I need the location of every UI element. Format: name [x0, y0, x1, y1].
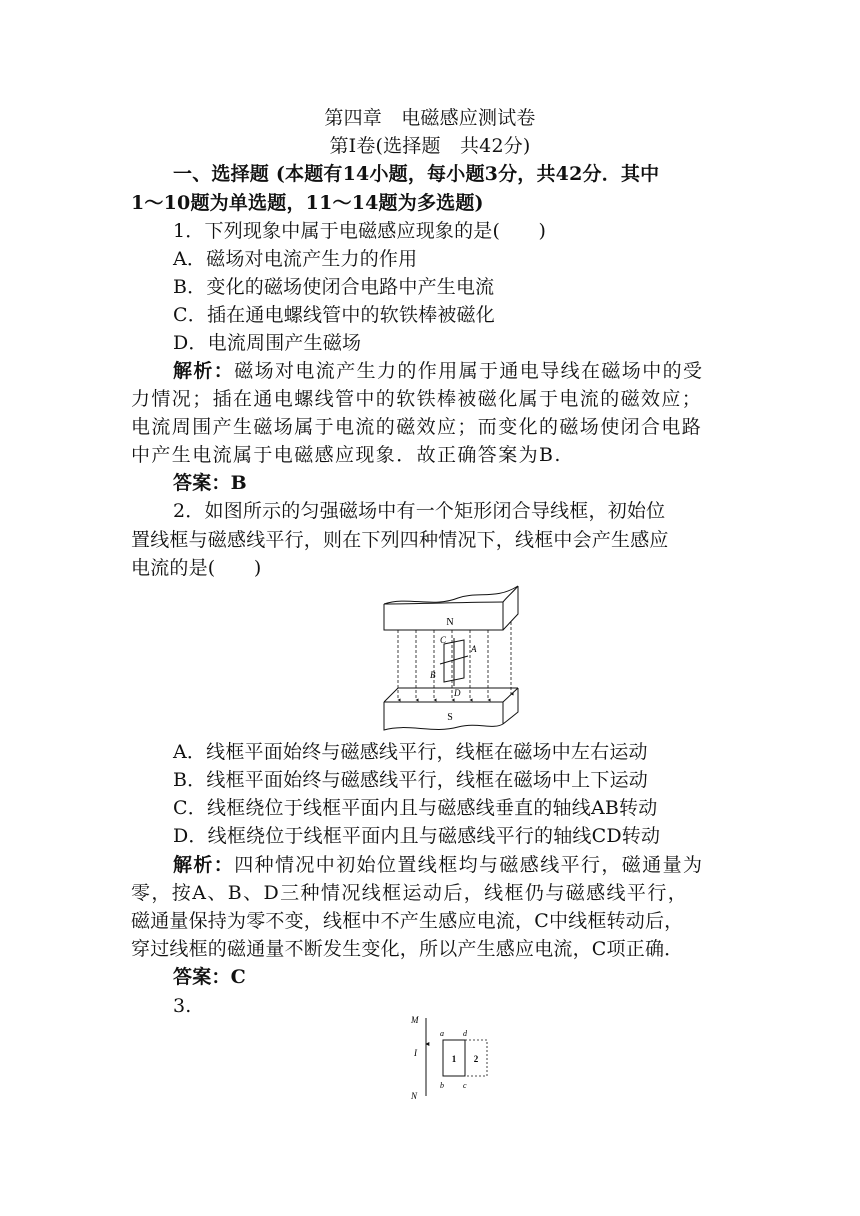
position-1-label: 1	[451, 1054, 457, 1064]
coil-corner-d: d	[463, 1029, 467, 1038]
wire-label-m: M	[411, 1015, 419, 1025]
page-subtitle: 第Ⅰ卷(选择题 共42分)	[329, 135, 531, 157]
q1-analysis-label: 解析：	[173, 360, 235, 382]
q1-answer: 答案：B	[173, 472, 247, 494]
q2-analysis-label: 解析：	[173, 854, 235, 876]
q1-analysis-line-4: 中产生电流属于电磁感应现象．故正确答案为B.	[131, 444, 562, 466]
coil-label-c: C	[440, 635, 447, 645]
q2-analysis-line-2: 零，按A、B、D三种情况线框运动后，线框仍与磁感线平行，	[131, 882, 689, 904]
q2-stem-line-2: 置线框与磁感线平行，则在下列四种情况下，线框中会产生感应	[131, 529, 669, 551]
south-pole-label: S	[447, 712, 453, 723]
q1-option-a: A．磁场对电流产生力的作用	[173, 248, 418, 270]
q2-magnet-figure	[378, 582, 523, 734]
q1-analysis-text: 磁场对电流产生力的作用属于通电导线在磁场中的受	[234, 360, 704, 382]
q1-option-d: D．电流周围产生磁场	[173, 332, 362, 354]
page-title: 第四章 电磁感应测试卷	[324, 107, 536, 129]
coil-label-a: A	[471, 644, 477, 654]
coil-corner-b: b	[440, 1081, 444, 1090]
coil-label-b: B	[430, 670, 436, 680]
coil-label-d: D	[454, 688, 461, 698]
coil-frame	[440, 638, 468, 686]
q3-wire-coil-figure	[405, 1010, 495, 1102]
q1-analysis-line-2: 力情况；插在通电螺线管中的软铁棒被磁化属于电流的磁效应；	[131, 388, 703, 410]
q2-stem-line-3: 电流的是( )	[131, 557, 262, 579]
coil-corner-a: a	[440, 1029, 444, 1038]
q1-option-b: B．变化的磁场使闭合电路中产生电流	[173, 276, 495, 298]
wire-label-n: N	[411, 1091, 418, 1101]
q2-analysis-line-4: 穿过线框的磁通量不断发生变化，所以产生感应电流，C项正确．	[131, 938, 684, 960]
q2-option-b: B．线框平面始终与磁感线平行，线框在磁场中上下运动	[173, 769, 648, 791]
section-heading-line-1: 一、选择题 (本题有14小题，每小题3分，共42分．其中	[173, 163, 660, 185]
north-pole-label: N	[446, 617, 454, 628]
current-label: I	[414, 1048, 417, 1058]
q2-analysis-line-1	[173, 851, 733, 879]
q1-stem: 1．下列现象中属于电磁感应现象的是( )	[173, 220, 547, 242]
position-2-label: 2	[473, 1054, 479, 1064]
q2-analysis-line-3: 磁通量保持为零不变，线框中不产生感应电流，C中线框转动后，	[131, 910, 684, 932]
q2-answer: 答案：C	[173, 966, 246, 988]
q2-option-c: C．线框绕位于线框平面内且与磁感线垂直的轴线AB转动	[173, 797, 658, 819]
q1-analysis-line-1	[173, 357, 733, 385]
section-heading-line-2: 1～10题为单选题，11～14题为多选题)	[131, 192, 484, 214]
q2-option-d: D．线框绕位于线框平面内且与磁感线平行的轴线CD转动	[173, 825, 661, 847]
q2-option-a: A．线框平面始终与磁感线平行，线框在磁场中左右运动	[173, 741, 648, 763]
q2-analysis-text: 四种情况中初始位置线框均与磁感线平行，磁通量为	[234, 854, 704, 876]
q3-number: 3.	[173, 995, 192, 1017]
coil-corner-c: c	[463, 1081, 467, 1090]
q1-option-c: C．插在通电螺线管中的软铁棒被磁化	[173, 304, 495, 326]
south-pole-block	[384, 688, 518, 730]
q1-analysis-line-3: 电流周围产生磁场属于电流的磁效应；而变化的磁场使闭合电路	[131, 416, 703, 438]
q2-stem-line-1: 2．如图所示的匀强磁场中有一个矩形闭合导线框，初始位	[173, 500, 666, 522]
